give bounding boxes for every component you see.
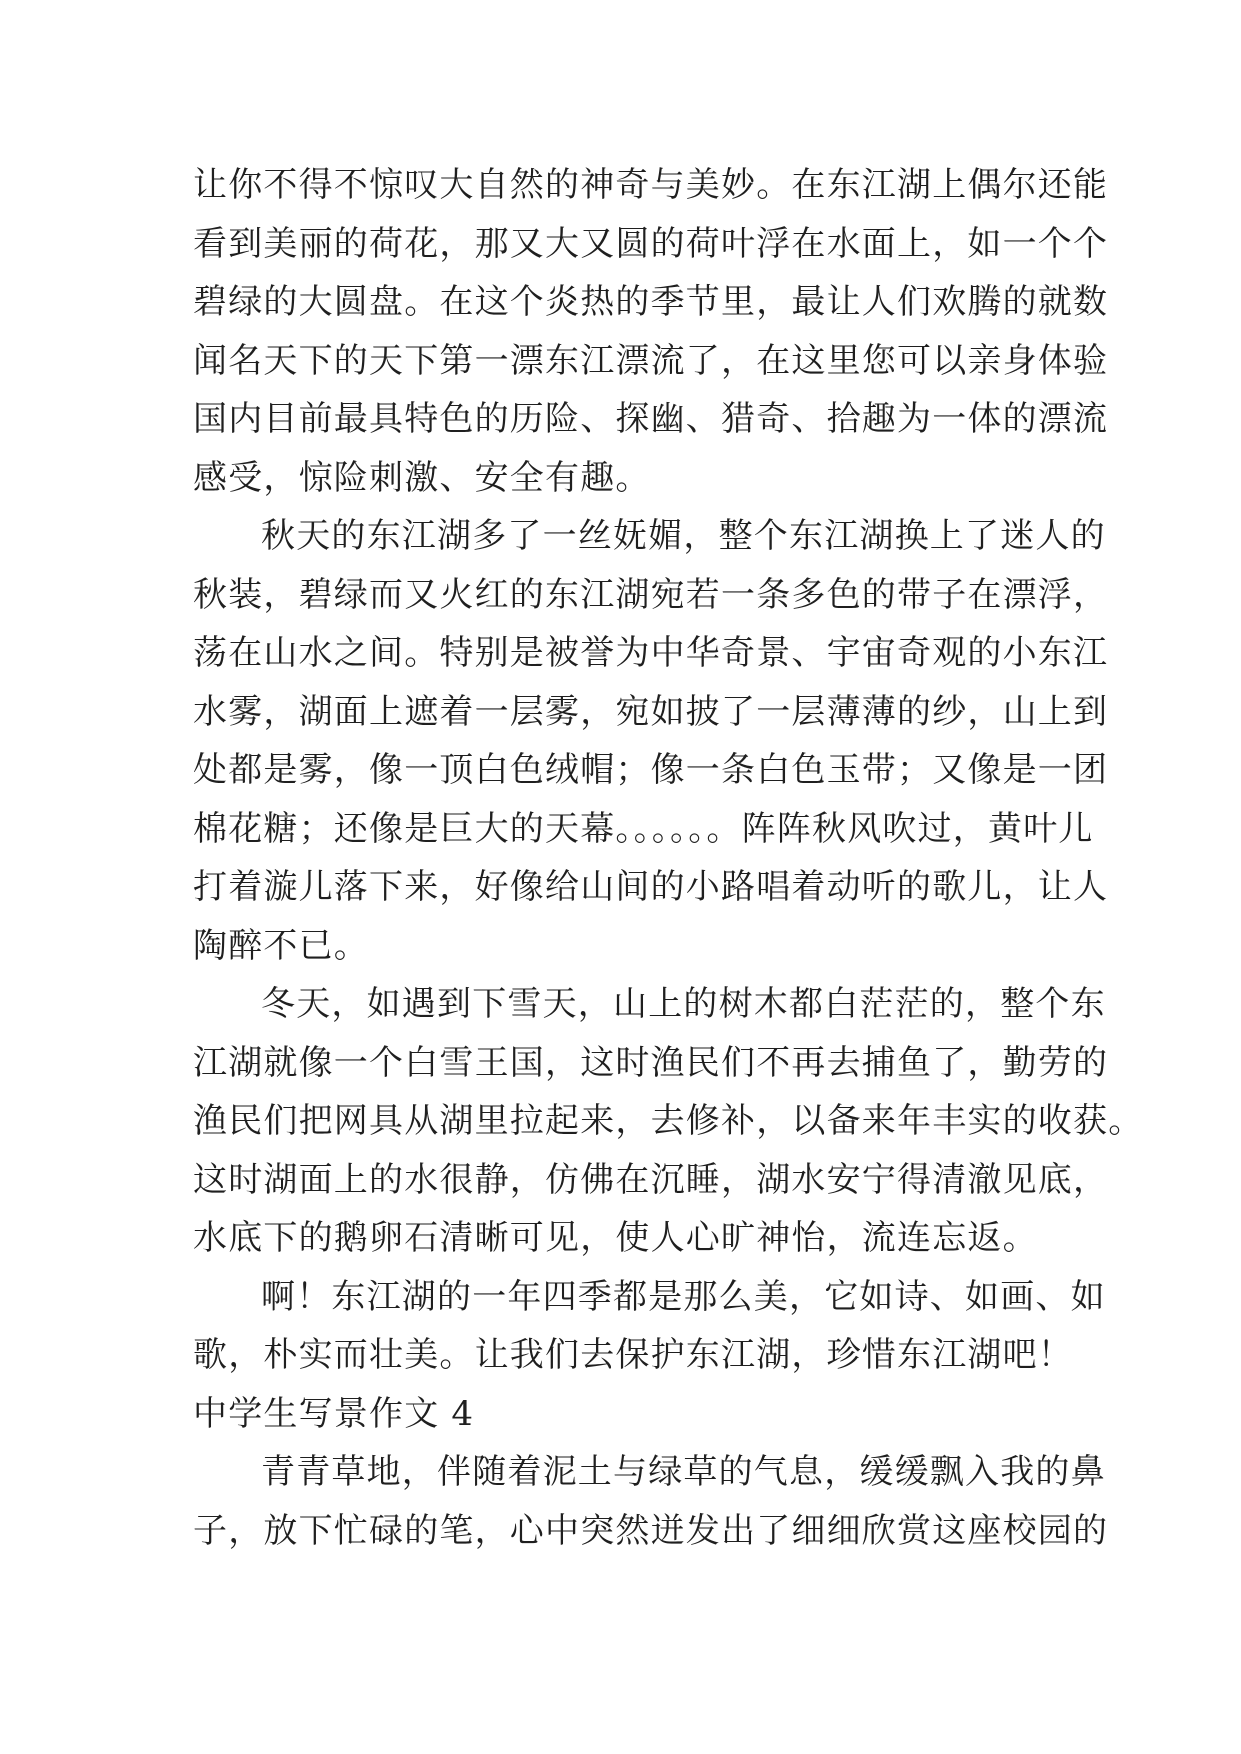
text-line: 感受，惊险刺激、安全有趣。 [193,457,651,498]
document-body [193,156,1144,1560]
text-line: 闻名天下的天下第一漂东江漂流了，在这里您可以亲身体验 [193,340,1109,381]
text-line: 江湖就像一个白雪王国，这时渔民们不再去捕鱼了，勤劳的 [193,1042,1109,1083]
text-line: 国内目前最具特色的历险、探幽、猎奇、拾趣为一体的漂流 [193,399,1109,439]
text-line: 秋天的东江湖多了一丝妩媚，整个东江湖换上了迷人的 [261,516,1106,556]
paragraph-conclusion [193,1268,1106,1385]
text-line: 水雾，湖面上遮着一层雾，宛如披了一层薄薄的纱，山上到 [193,691,1109,732]
text-line: 打着漩儿落下来，好像给山间的小路唱着动听的歌儿，让人 [193,867,1109,907]
paragraph-winter [193,975,1144,1268]
text-line: 看到美丽的荷花，那又大又圆的荷叶浮在水面上，如一个个 [193,223,1109,264]
text-line: 碧绿的大圆盘。在这个炎热的季节里，最让人们欢腾的就数 [193,282,1109,322]
text-line: 子，放下忙碌的笔，心中突然迸发出了细细欣赏这座校园的 [193,1510,1109,1551]
paragraph-autumn [193,507,1109,975]
text-line: 这时湖面上的水很静，仿佛在沉睡，湖水安宁得清澈见底， [193,1159,1109,1200]
text-line: 处都是雾，像一顶白色绒帽；像一条白色玉带；又像是一团 [193,750,1109,790]
text-line: 陶醉不已。 [193,925,369,966]
text-line: 荡在山水之间。特别是被誉为中华奇景、宇宙奇观的小东江 [193,633,1109,673]
paragraph-essay4-intro [193,1443,1109,1560]
text-line: 青青草地，伴随着泥土与绿草的气息，缓缓飘入我的鼻 [261,1452,1106,1492]
paragraph-summer-continued [193,156,1109,507]
text-line: 棉花糖；还像是巨大的天幕。。。。。。阵阵秋风吹过，黄叶儿 [193,808,1094,849]
essay-heading: 中学生写景作文 4 [193,1393,475,1434]
text-line: 冬天，如遇到下雪天，山上的树木都白茫茫的，整个东 [261,984,1106,1024]
text-line: 让你不得不惊叹大自然的神奇与美妙。在东江湖上偶尔还能 [193,165,1109,205]
text-line: 秋装，碧绿而又火红的东江湖宛若一条多色的带子在漂浮， [193,574,1109,615]
text-line: 水底下的鹅卵石清晰可见，使人心旷神怡，流连忘返。 [193,1218,1038,1258]
text-line: 渔民们把网具从湖里拉起来，去修补，以备来年丰实的收获。 [193,1101,1144,1141]
text-line: 啊！东江湖的一年四季都是那么美，它如诗、如画、如 [261,1276,1106,1317]
text-line: 歌，朴实而壮美。让我们去保护东江湖，珍惜东江湖吧！ [193,1335,1073,1375]
